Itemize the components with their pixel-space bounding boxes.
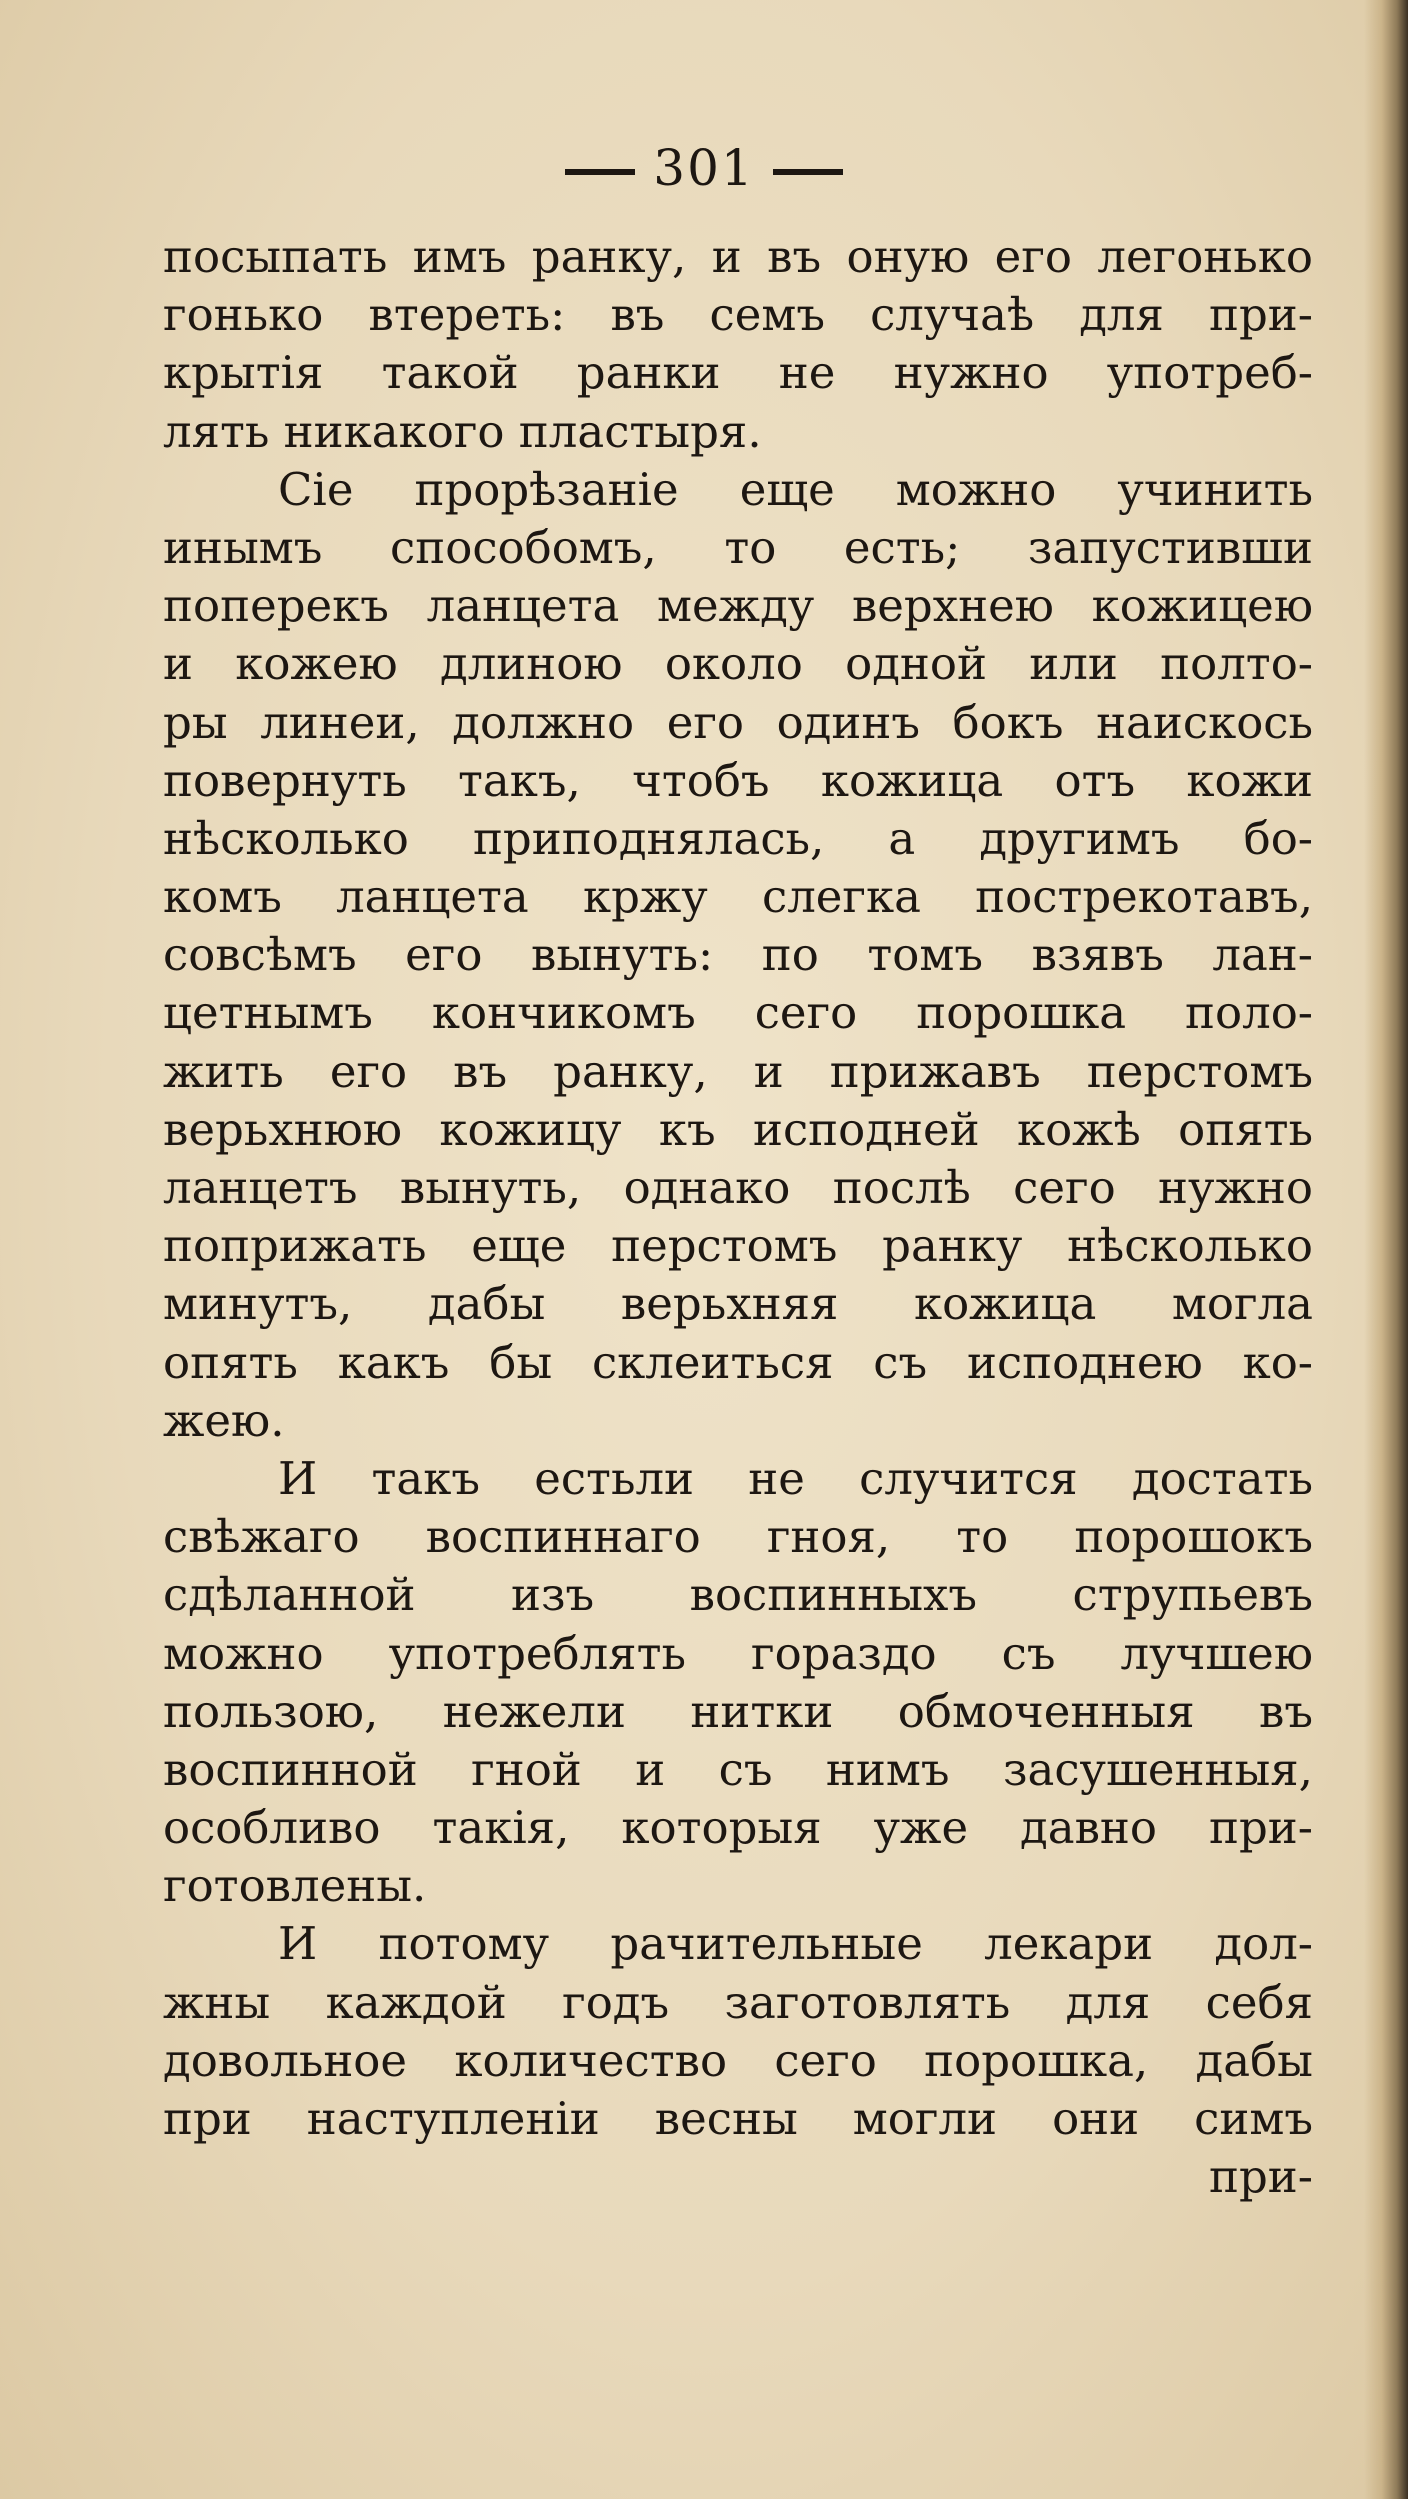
- text-line: Сіе прорѣзаніе еще можно учинить: [278, 462, 1313, 516]
- text-line: готовлены.: [163, 1859, 427, 1913]
- text-line: поперекъ ланцета между верхнею кожицею: [163, 579, 1313, 633]
- text-line: довольное количество сего порошка, дабы: [163, 2033, 1313, 2087]
- text-line: при наступленіи весны могли они симъ: [163, 2092, 1313, 2145]
- text-line: И потому рачительные лекари дол-: [278, 1917, 1313, 1971]
- header-rule-right: [773, 169, 843, 175]
- text-line: поприжать еще перстомъ ранку нѣсколько: [163, 1219, 1313, 1273]
- text-line: цетнымъ кончикомъ сего порошка поло-: [163, 986, 1313, 1040]
- text-line: лять никакого пластыря.: [163, 404, 762, 458]
- page-edge-shadow: [1364, 0, 1408, 2499]
- page-header: [0, 128, 1408, 208]
- text-line: и кожею длиною около одной или полто-: [163, 637, 1313, 691]
- text-line: гонько втереть: въ семъ случаѣ для при-: [163, 288, 1313, 342]
- text-line: жею.: [163, 1393, 285, 1447]
- text-line: жны каждой годъ заготовлять для себя: [163, 1975, 1313, 2029]
- text-line: И такъ естьли не случится достать: [278, 1451, 1313, 1505]
- catchword: при-: [1209, 2150, 1313, 2204]
- text-line: совсѣмъ его вынуть: по томъ взявъ лан-: [163, 928, 1313, 982]
- text-line: минутъ, дабы верьхняя кожица могла: [163, 1277, 1313, 1331]
- text-line: опять какъ бы склеиться съ исподнею ко-: [163, 1335, 1313, 1389]
- text-line: можно употреблять гораздо съ лучшею: [163, 1626, 1313, 1680]
- body-text: [163, 228, 1313, 2206]
- text-line: повернуть такъ, чтобъ кожица отъ кожи: [163, 753, 1313, 807]
- text-line: нѣсколько приподнялась, а другимъ бо-: [163, 811, 1313, 865]
- text-line: посыпать имъ ранку, и въ оную его легонько: [163, 230, 1313, 283]
- text-line: ры линеи, должно его одинъ бокъ наискось: [163, 695, 1313, 749]
- text-line: воспинной гной и съ нимъ засушенныя,: [163, 1742, 1313, 1796]
- text-line: свѣжаго воспиннаго гноя, то порошокъ: [163, 1510, 1313, 1564]
- text-line: инымъ способомъ, то есть; запустивши: [163, 520, 1313, 574]
- page-number: 301: [653, 139, 755, 197]
- text-line: жить его въ ранку, и прижавъ перстомъ: [163, 1044, 1313, 1098]
- text-line: пользою, нежели нитки обмоченныя въ: [163, 1684, 1313, 1738]
- text-line: крытія такой ранки не нужно употреб-: [163, 346, 1313, 400]
- text-line: верьхнюю кожицу къ исподней кожѣ опять: [163, 1102, 1313, 1156]
- text-line: ланцетъ вынуть, однако послѣ сего нужно: [163, 1161, 1313, 1214]
- text-line: сдѣланной изъ воспинныхъ струпьевъ: [163, 1568, 1313, 1622]
- text-line: особливо такія, которыя уже давно при-: [163, 1801, 1313, 1855]
- header-rule-left: [565, 169, 635, 175]
- text-line: комъ ланцета кржу слегка пострекотавъ,: [163, 870, 1313, 924]
